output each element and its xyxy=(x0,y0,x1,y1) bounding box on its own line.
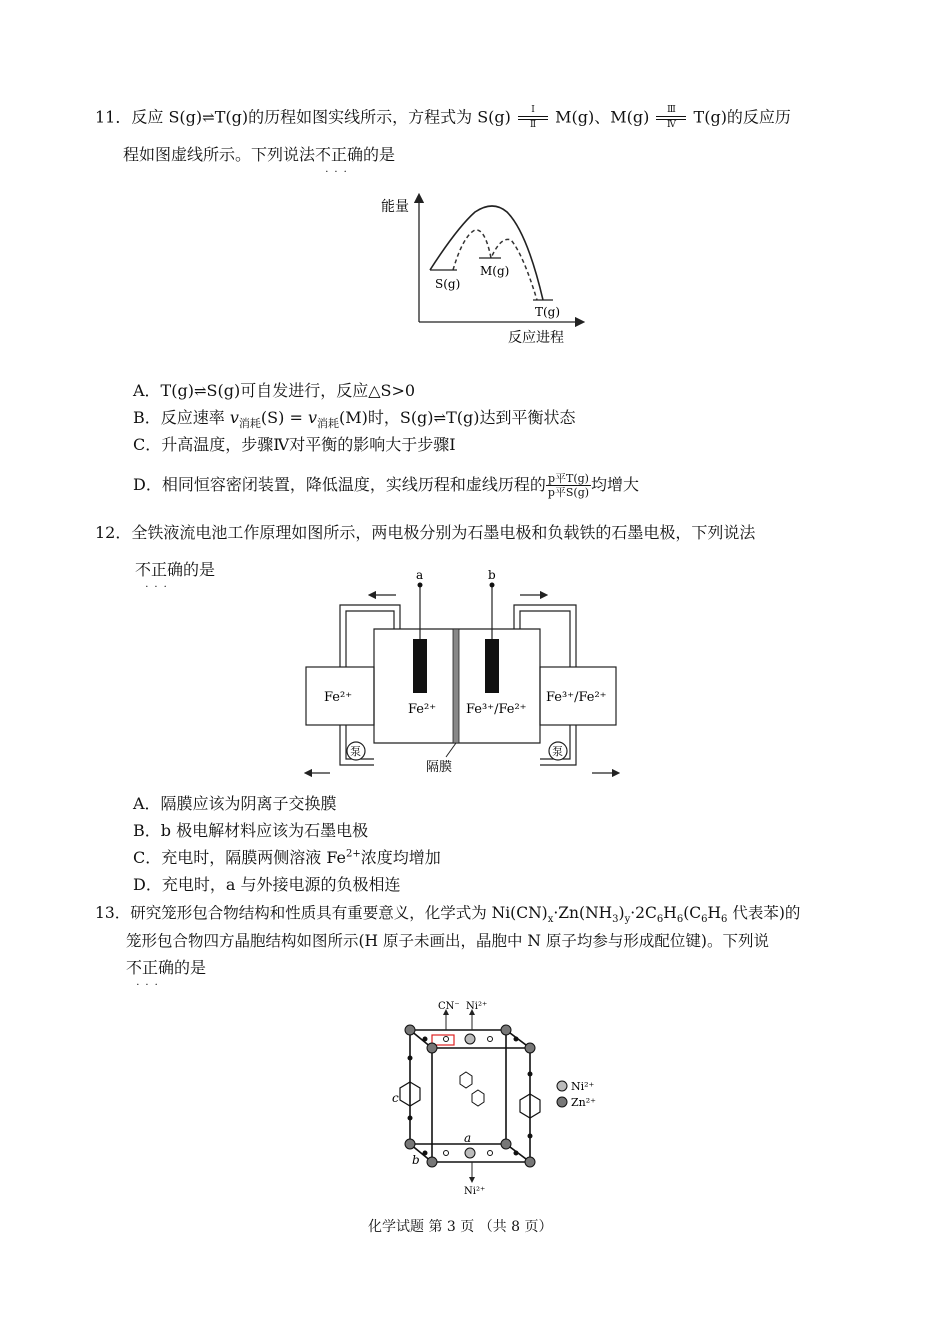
electrode-a xyxy=(413,639,427,693)
legend-ni: Ni²⁺ xyxy=(571,1080,595,1093)
q11-option-d: D．相同恒容密闭装置，降低温度，实线历程和虚线历程的 $\frac{\text{p平T(g)}}{\text{p平S(g)}}$ 均增大 xyxy=(133,472,640,499)
label-s: S(g) xyxy=(435,277,461,291)
membrane-label: 隔膜 xyxy=(426,760,453,775)
left-pump-label: 泵 xyxy=(350,745,361,758)
q11-option-c: C．升高温度，步骤Ⅳ对平衡的影响大于步骤Ⅰ xyxy=(133,435,456,454)
q12-option-a: A．隔膜应该为阴离子交换膜 xyxy=(133,794,337,813)
right-pump-label: 泵 xyxy=(552,745,563,758)
q13-stem-line1: 13．研究笼形包合物结构和性质具有重要意义，化学式为 $Ni(CN)_x\cdot Zn(NH_3)_y\cdot 2C_6H_6(C_6H_6$ 代表苯)的 xyxy=(95,904,801,926)
pressure-ratio: $\frac{\text{p平T(g)}}{\text{p平S(g)}}$ xyxy=(547,472,590,499)
cell-right-label: Fe³⁺/Fe²⁺ xyxy=(466,702,527,717)
q11-stem-line1: 11．反应 S(g)⇌T(g)的历程如图实线所示，方程式为 S(g) Ⅰ Ⅱ M(g)、M(g) Ⅲ Ⅳ T(g)的反应历 xyxy=(95,105,791,130)
q11-stem-line2: 程如图虚线所示。下列说法不正确 ··· 的是 xyxy=(123,145,396,178)
q13-stem-line3: 不正确 ··· 的是 xyxy=(126,958,207,991)
highlight-box xyxy=(432,1035,454,1045)
energy-profile-figure xyxy=(375,188,595,353)
q12-stem-line1: 12．全铁液流电池工作原理如图所示，两电极分别为石墨电极和负载铁的石墨电极，下列说法 xyxy=(95,523,756,542)
label-ni-bottom: Ni²⁺ xyxy=(464,1186,486,1197)
q12-option-b: B．b 极电解材料应该为石墨电极 xyxy=(133,821,369,840)
emphasis-not-correct: 不正确 ··· xyxy=(126,958,175,991)
crystal-cell-figure xyxy=(380,998,610,1198)
emphasis-not-correct: 不正确 ··· xyxy=(135,560,184,593)
terminal-a-label: a xyxy=(416,568,424,582)
label-ni-top: Ni²⁺ xyxy=(466,1001,488,1012)
terminal-b-label: b xyxy=(488,568,496,582)
right-tank-label: Fe³⁺/Fe²⁺ xyxy=(546,690,607,705)
legend-zn: Zn²⁺ xyxy=(571,1096,596,1109)
emphasis-not-correct: 不正确 ··· xyxy=(315,145,364,178)
axis-b: b xyxy=(412,1153,420,1167)
q12-option-c: C．充电时，隔膜两侧溶液 $Fe^{2+}$浓度均增加 xyxy=(133,848,441,867)
legend-ni-marker xyxy=(557,1081,567,1091)
legend-zn-marker xyxy=(557,1097,567,1107)
page-footer: 化学试题 第 3 页 （共 8 页） xyxy=(368,1219,553,1235)
q12-option-d: D．充电时，a 与外接电源的负极相连 xyxy=(133,875,401,894)
axis-a: a xyxy=(464,1131,472,1145)
q12-stem-line2: 不正确 ··· 的是 xyxy=(135,560,216,593)
electrode-b xyxy=(485,639,499,693)
step-arrow-1-2: Ⅰ Ⅱ xyxy=(516,106,550,130)
q11-option-a: A．T(g)⇌S(g)可自发进行，反应△S>0 xyxy=(133,381,416,400)
x-axis-label: 反应进程 xyxy=(508,330,564,346)
step-arrow-3-4: Ⅲ Ⅳ xyxy=(654,106,688,130)
label-m: M(g) xyxy=(480,264,510,278)
label-cn: CN⁻ xyxy=(438,1001,460,1012)
flow-battery-figure xyxy=(300,565,625,780)
y-axis-label: 能量 xyxy=(381,199,409,215)
membrane xyxy=(453,629,459,743)
q11-option-b: B．反应速率 $v_{消耗}(S) = v_{消耗}(M)$时，S(g)⇌T(g)达到平衡状态 xyxy=(133,408,576,431)
left-tank-label: Fe²⁺ xyxy=(324,690,353,705)
q13-stem-line2: 笼形包合物四方晶胞结构如图所示(H 原子未画出，晶胞中 N 原子均参与形成配位键)。下列说 xyxy=(126,932,769,950)
label-t: T(g) xyxy=(535,305,561,319)
axis-c: c xyxy=(392,1091,399,1105)
cell-left-label: Fe²⁺ xyxy=(408,702,437,717)
